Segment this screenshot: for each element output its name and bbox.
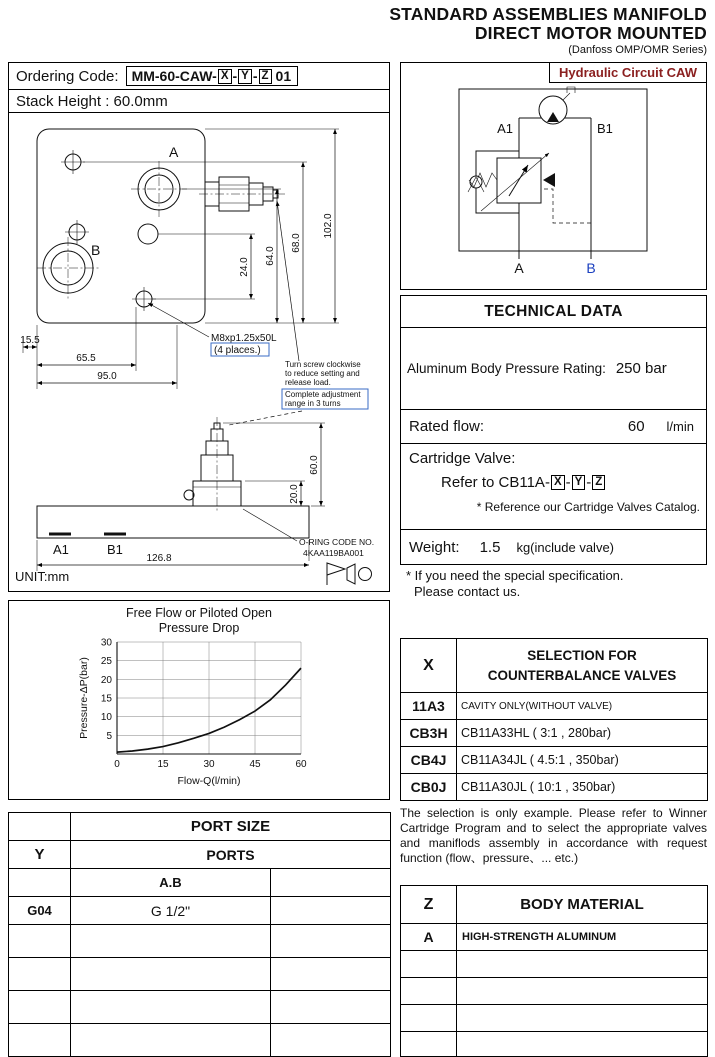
valve-code: CB0J xyxy=(401,774,457,801)
empty-cell xyxy=(401,1005,457,1032)
pressure-rating-label: Aluminum Body Pressure Rating: xyxy=(407,361,606,376)
chart-xtick-label: 60 xyxy=(295,758,307,770)
selection-title-line2: COUNTERBALANCE VALVES xyxy=(487,667,677,683)
table-row xyxy=(9,991,391,1024)
valve-desc: CAVITY ONLY(WITHOUT VALVE) xyxy=(457,693,708,720)
refer-y-box: Y xyxy=(572,475,586,490)
empty-cell xyxy=(271,925,391,958)
hydraulic-circuit-diagram xyxy=(401,63,706,289)
port-b-label: B xyxy=(91,242,101,258)
chart-ytick-label: 25 xyxy=(100,655,112,667)
document-subtitle: (Danfoss OMP/OMR Series) xyxy=(568,43,707,56)
chart-xtick-label: 15 xyxy=(157,758,169,770)
dim-20: 20.0 xyxy=(289,484,300,504)
code-z-box: Z xyxy=(259,69,272,84)
valve-desc: CB11A30JL ( 10:1 , 350bar) xyxy=(457,774,708,801)
port-size-code-y: Y xyxy=(9,841,71,869)
table-row xyxy=(401,639,708,693)
material-desc: HIGH-STRENGTH ALUMINUM xyxy=(457,924,708,951)
rated-flow-unit: l/min xyxy=(666,419,694,434)
chart-title xyxy=(9,601,389,636)
empty-cell xyxy=(271,991,391,1024)
empty-cell xyxy=(457,1032,708,1057)
pressure-rating-value: 250 bar xyxy=(615,360,667,377)
dim-102: 102.0 xyxy=(323,213,334,239)
empty-cell xyxy=(271,1024,391,1057)
chart-ytick-label: 10 xyxy=(100,711,112,723)
technical-data-title: TECHNICAL DATA xyxy=(401,296,706,328)
ordering-code-label: Ordering Code: xyxy=(16,67,119,85)
cartridge-valve-top-view xyxy=(199,177,285,211)
weight-row xyxy=(401,530,706,564)
cartridge-reference-note: * Reference our Cartridge Valves Catalog. xyxy=(476,500,700,514)
table-row xyxy=(9,841,391,869)
empty-cell xyxy=(71,958,271,991)
circuit-b-label: B xyxy=(586,260,596,276)
table-row xyxy=(401,1005,708,1032)
rated-flow-value: 60 xyxy=(627,418,645,435)
table-row xyxy=(9,869,391,897)
selection-table xyxy=(400,638,708,801)
document-title-line2: DIRECT MOTOR MOUNTED xyxy=(474,22,707,43)
code-suffix: 01 xyxy=(275,68,292,84)
material-code: A xyxy=(401,924,457,951)
ordering-code-row xyxy=(9,63,389,90)
ordering-code-value xyxy=(126,66,299,86)
body-material-title: BODY MATERIAL xyxy=(457,886,708,924)
chart-xlabel: Flow-Q(l/min) xyxy=(177,774,241,787)
empty-cell xyxy=(9,925,71,958)
refer-z-box: Z xyxy=(592,475,605,490)
mounting-holes xyxy=(61,150,158,311)
document-header xyxy=(389,5,707,56)
empty-cell xyxy=(457,1005,708,1032)
code-separator: - xyxy=(232,68,238,84)
note-line-1: Turn screw clockwise xyxy=(285,360,361,369)
chart-title-line2: Pressure Drop xyxy=(158,620,240,635)
circuit-a1-label: A1 xyxy=(497,121,513,136)
pressure-rating-row xyxy=(401,328,706,410)
projection-symbol xyxy=(327,563,372,585)
drawing-panel xyxy=(8,62,390,592)
chart-title-line1: Free Flow or Piloted Open xyxy=(126,606,272,620)
empty-cell xyxy=(401,978,457,1005)
cartridge-valve-label: Cartridge Valve: xyxy=(409,450,516,467)
chart-ytick-label: 5 xyxy=(106,730,112,742)
chart-ytick-label: 30 xyxy=(100,637,112,648)
ab-header: A.B xyxy=(71,869,271,897)
port-size-title: PORT SIZE xyxy=(71,813,391,841)
code-prefix: MM-60-CAW- xyxy=(131,68,217,84)
weight-label: Weight: xyxy=(409,538,460,556)
cartridge-valve-side-view xyxy=(184,417,241,513)
code-y-box: Y xyxy=(238,69,252,84)
stack-height-label: Stack Height : 60.0mm xyxy=(9,90,389,113)
refer-x-box: X xyxy=(551,475,565,490)
circuit-a-label: A xyxy=(514,260,524,276)
side-view xyxy=(15,417,374,585)
empty-cell xyxy=(271,897,391,925)
refer-prefix: Refer to CB11A- xyxy=(441,474,550,491)
body-material-table xyxy=(400,885,708,1057)
note-line-5: range in 3 turns xyxy=(285,399,341,408)
selection-title-line1: SELECTION FOR xyxy=(527,647,637,663)
cartridge-refer-line xyxy=(441,474,700,491)
unit-label: UNIT:mm xyxy=(15,569,70,584)
note-line-4: Complete adjustment xyxy=(285,390,361,399)
dim-65-5: 65.5 xyxy=(76,353,96,364)
rated-flow-label: Rated flow: xyxy=(409,418,485,435)
table-row xyxy=(401,720,708,747)
table-row xyxy=(9,813,391,841)
special-specification-note xyxy=(406,568,706,601)
empty-cell xyxy=(271,869,391,897)
oring-code-label: O-RING CODE NO. xyxy=(299,537,375,547)
selection-note: The selection is only example. Please refer to Winner Cartridge Program and to select the appropriate valves and maniflods assembly in accordance with request function (flow、pressure、... etc.) xyxy=(400,806,707,865)
weight-unit: kg(include valve) xyxy=(516,539,614,555)
valve-code: CB4J xyxy=(401,747,457,774)
circuit-b1-label: B1 xyxy=(597,121,613,136)
hydraulic-circuit-panel xyxy=(400,62,707,290)
ports-header: PORTS xyxy=(71,841,391,869)
empty-cell xyxy=(457,951,708,978)
empty-cell xyxy=(9,958,71,991)
table-row xyxy=(401,924,708,951)
dim-15-5: 15.5 xyxy=(20,335,40,346)
chart-xtick-label: 0 xyxy=(114,758,120,770)
special-note-line2: Please contact us. xyxy=(414,584,521,600)
note-line-2: to reduce setting and xyxy=(285,369,360,378)
oring-code-value: 4KAA119BA001 xyxy=(303,548,364,558)
technical-data-panel xyxy=(400,295,707,565)
table-row xyxy=(9,925,391,958)
empty-cell xyxy=(457,978,708,1005)
top-view xyxy=(20,129,368,425)
chart-ytick-label: 15 xyxy=(100,693,112,704)
dim-24: 24.0 xyxy=(239,257,250,277)
hydraulic-circuit-title: Hydraulic Circuit CAW xyxy=(549,62,707,83)
dim-68: 68.0 xyxy=(291,233,302,253)
table-row xyxy=(401,774,708,801)
empty-cell xyxy=(401,951,457,978)
empty-cell xyxy=(9,1024,71,1057)
selection-code-x: X xyxy=(401,639,457,693)
code-x-box: X xyxy=(218,69,232,84)
empty-cell xyxy=(71,1024,271,1057)
valve-code: CB3H xyxy=(401,720,457,747)
pressure-drop-chart-panel xyxy=(8,600,390,800)
table-row xyxy=(9,1024,391,1057)
port-a1-label: A1 xyxy=(53,542,69,557)
weight-value: 1.5 xyxy=(479,538,501,556)
port-value: G 1/2" xyxy=(71,897,271,925)
table-row xyxy=(401,886,708,924)
empty-cell xyxy=(9,869,71,897)
rated-flow-row xyxy=(401,410,706,444)
selection-title xyxy=(457,639,708,693)
note-line-3: release load. xyxy=(285,378,331,387)
code-separator: - xyxy=(252,68,258,84)
thread-places-text: (4 places.) xyxy=(214,345,261,356)
valve-code: 11A3 xyxy=(401,693,457,720)
thread-callout-text: M8xp1.25x50L xyxy=(211,333,277,344)
table-row xyxy=(401,747,708,774)
technical-drawing xyxy=(9,113,389,589)
cartridge-valve-row xyxy=(401,444,706,530)
horizontal-dimensions xyxy=(20,307,177,389)
valve-desc: CB11A33HL ( 3:1 , 280bar) xyxy=(457,720,708,747)
chart-xtick-label: 45 xyxy=(249,758,261,770)
empty-cell xyxy=(271,958,391,991)
thread-callout xyxy=(148,303,277,356)
empty-cell xyxy=(401,1032,457,1057)
vertical-dimensions xyxy=(83,129,339,323)
pressure-drop-chart xyxy=(9,636,389,794)
chart-ylabel: Pressure-ΔP(bar) xyxy=(78,656,90,739)
port-code: G04 xyxy=(9,897,71,925)
chart-xtick-label: 30 xyxy=(203,758,215,770)
material-code-z: Z xyxy=(401,886,457,924)
empty-cell xyxy=(71,991,271,1024)
table-row xyxy=(9,897,391,925)
empty-cell xyxy=(71,925,271,958)
special-note-line1: * If you need the special specification. xyxy=(406,568,624,583)
valve-desc: CB11A34JL ( 4.5:1 , 350bar) xyxy=(457,747,708,774)
empty-cell xyxy=(9,813,71,841)
dim-64: 64.0 xyxy=(265,246,276,266)
dim-60: 60.0 xyxy=(309,455,320,475)
port-a-label: A xyxy=(169,144,179,160)
table-row xyxy=(401,951,708,978)
table-row xyxy=(401,1032,708,1057)
document-title-line1: STANDARD ASSEMBLIES MANIFOLD xyxy=(389,4,707,24)
dim-126-8: 126.8 xyxy=(146,553,172,564)
refer-separator: - xyxy=(586,474,592,491)
chart-ytick-label: 20 xyxy=(100,674,112,686)
port-size-table xyxy=(8,812,391,1057)
refer-separator: - xyxy=(565,474,571,491)
table-row xyxy=(401,978,708,1005)
port-b1-label: B1 xyxy=(107,542,123,557)
table-row xyxy=(401,693,708,720)
empty-cell xyxy=(9,991,71,1024)
dim-95: 95.0 xyxy=(97,371,117,382)
table-row xyxy=(9,958,391,991)
